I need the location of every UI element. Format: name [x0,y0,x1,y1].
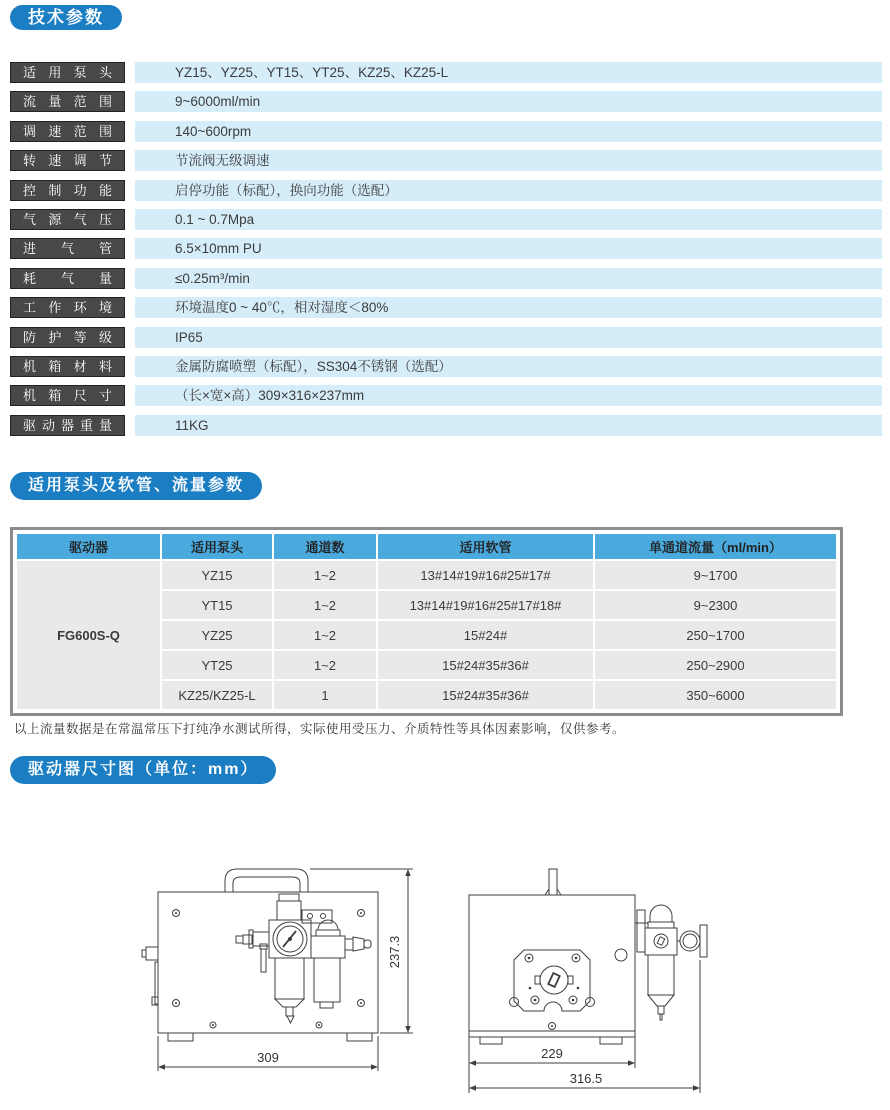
tubing-cell: 15#24#35#36# [377,680,594,710]
pressure-gauge [273,922,307,956]
spec-value: 环境温度0 ~ 40℃，相对湿度＜80% [135,297,882,318]
pump-head-mounting-plate [510,950,595,1011]
side-gauge [680,925,707,957]
side-filter-bowl [648,955,674,1020]
spec-row [10,268,882,289]
side-connector [142,947,158,1005]
spec-value: 启停功能（标配），换向功能（选配） [135,180,882,201]
header-driver: 驱动器 [16,533,161,560]
spec-row [10,415,882,436]
pump-head-cell: KZ25/KZ25-L [161,680,273,710]
driver-cell: FG600S-Q [16,560,161,710]
spec-label: 转速调节 [10,150,125,171]
flow-data-note: 以上流量数据是在常温常压下打纯净水测试所得，实际使用受压力、介质特性等具体因素影响，仅供参考。 [14,722,626,736]
section-title-tech-specs: 技术参数 [10,5,122,30]
flow-cell: 250~2900 [594,650,837,680]
spec-label: 驱动器重量 [10,415,125,436]
spec-value: ≤0.25m³/min [135,268,882,289]
spec-row [10,121,882,142]
section-title-dimensions: 驱动器尺寸图（单位：mm） [10,756,276,784]
spec-row [10,91,882,112]
dim-label-309: 309 [257,1050,279,1065]
dim-label-229: 229 [541,1046,563,1061]
spec-value: 140~600rpm [135,121,882,142]
spec-value: （长×宽×高）309×316×237mm [135,385,882,406]
spec-label: 适用泵头 [10,62,125,83]
tubing-cell: 13#14#19#16#25#17# [377,560,594,590]
regulator-knob [279,894,299,901]
enclosure-front [158,892,378,1033]
inlet-piping [236,930,269,948]
spec-row [10,180,882,201]
face-hole [615,949,627,961]
pump-head-cell: YT25 [161,650,273,680]
dimension-inner-width [469,1036,635,1093]
spec-label: 气源气压 [10,209,125,230]
channels-cell: 1~2 [273,590,377,620]
side-view-drawing [469,869,707,1093]
flow-cell: 350~6000 [594,680,837,710]
spec-value: 6.5×10mm PU [135,238,882,259]
spec-label: 耗气量 [10,268,125,289]
flow-cell: 9~1700 [594,560,837,590]
table-row [16,560,837,590]
spec-value: YZ15、YZ25、YT15、YT25、KZ25、KZ25-L [135,62,882,83]
flow-cell: 250~1700 [594,620,837,650]
spec-row [10,238,882,259]
tubing-cell: 15#24# [377,620,594,650]
filter-regulator-assembly [236,894,371,1023]
header-channels: 通道数 [273,533,377,560]
spec-value: IP65 [135,327,882,348]
side-filter-regulator [635,905,707,1020]
spec-label: 机箱尺寸 [10,385,125,406]
spec-value: 节流阀无级调速 [135,150,882,171]
spec-value: 0.1 ~ 0.7Mpa [135,209,882,230]
spec-label: 流量范围 [10,91,125,112]
spec-label: 防护等级 [10,327,125,348]
base [469,1023,635,1045]
drive-shaft [535,966,573,994]
spec-value: 9~6000ml/min [135,91,882,112]
table-header-row [16,533,837,560]
spec-row [10,209,882,230]
spec-row [10,356,882,377]
flow-cell: 9~2300 [594,590,837,620]
pump-head-cell: YZ25 [161,620,273,650]
pump-head-cell: YZ15 [161,560,273,590]
pump-head-cell: YT15 [161,590,273,620]
lubricator-unit [311,920,345,958]
mounting-bracket [302,910,332,923]
header-pump-head: 适用泵头 [161,533,273,560]
valve-lever [260,944,267,972]
pump-params-table [10,527,843,716]
dimension-drawings [0,840,890,1110]
spec-row [10,297,882,318]
spec-label: 调速范围 [10,121,125,142]
spec-value: 11KG [135,415,882,436]
spec-row [10,150,882,171]
spec-row [10,327,882,348]
channels-cell: 1~2 [273,650,377,680]
tubing-cell: 15#24#35#36# [377,650,594,680]
spec-label: 机箱材料 [10,356,125,377]
spec-label: 进气管 [10,238,125,259]
spec-row [10,385,882,406]
header-flow: 单通道流量（ml/min） [594,533,837,560]
dim-label-237: 237.3 [387,935,402,969]
dim-label-316: 316.5 [569,1071,603,1086]
spec-list [10,62,882,444]
spec-value: 金属防腐喷塑（标配），SS304不锈钢（选配） [135,356,882,377]
channels-cell: 1 [273,680,377,710]
spec-label: 工作环境 [10,297,125,318]
dimension-total-width [469,960,700,1093]
handle [225,869,308,892]
outlet-fitting [345,937,371,951]
header-tubing: 适用软管 [377,533,594,560]
top-rod [545,869,561,895]
filter-bowl-left [275,958,304,1023]
filter-bowl-right [314,958,340,1008]
enclosure-side [469,895,635,1031]
tubing-cell: 13#14#19#16#25#17#18# [377,590,594,620]
channels-cell: 1~2 [273,560,377,590]
section-title-pump-table: 适用泵头及软管、流量参数 [10,472,262,500]
front-view-drawing [142,869,413,1071]
foot [168,1033,193,1041]
spec-row [10,62,882,83]
spec-label: 控制功能 [10,180,125,201]
channels-cell: 1~2 [273,620,377,650]
foot [347,1033,372,1041]
